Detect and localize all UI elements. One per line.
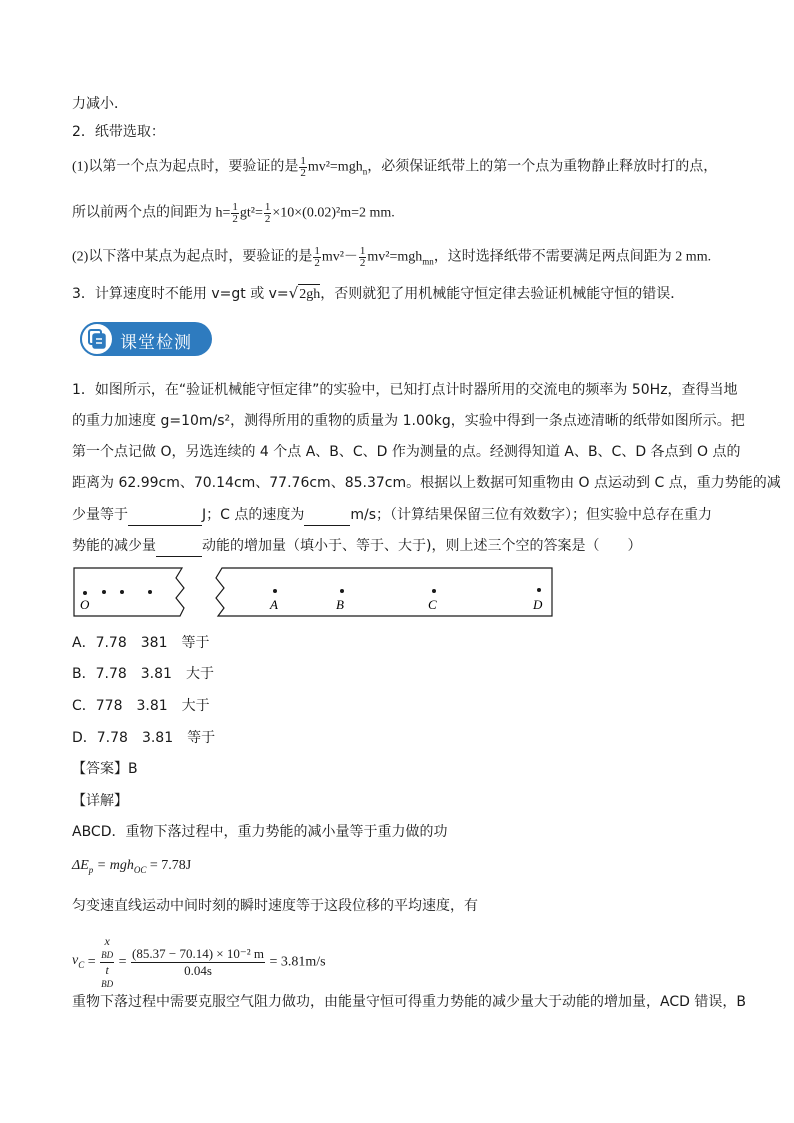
fraction: $\frac{1}{2}$ [264,201,271,225]
tape-dot [273,589,277,593]
text-line: 力减小． [72,96,128,112]
option-c: C．778 3.81 大于 [72,698,210,714]
tape-label-o: O [80,597,90,612]
detail-text: 重物下落过程中需要克服空气阻力做功，由能量守恒可得重力势能的减少量大于动能的增加量，ACD 错误，B [72,994,746,1010]
question-line: 1．如图所示，在“验证机械能守恒定律”的实验中，已知打点计时器所用的交流电的频率为 50Hz，查得当地 [72,382,738,398]
detail-text: 匀变速直线运动中间时刻的瞬时速度等于这段位移的平均速度，有 [72,898,478,914]
detail-title: 【详解】 [72,793,128,809]
fraction: $\frac{1}{2}$ [314,245,320,269]
tape-dot [537,588,541,592]
fraction: $\frac{1}{2}$ [232,201,238,225]
option-b: B．7.78 3.81 大于 [72,666,214,682]
question-line: 的重力加速度 g=10m/s²，测得所用的重物的质量为 1.00kg，实验中得到一条点迹清晰的纸带如图所示。把 [72,413,745,429]
item3: 3．计算速度时不能用 v=gt 或 v=√2gh，否则就犯了用机械能守恒定律去验证机械能守恒的错误． [72,283,684,305]
question-line: 距离为 62.99cm、70.14cm、77.76cm、85.37cm。根据以上数据可知重物由 O 点运动到 C 点，重力势能的减 [72,475,781,491]
fraction: $\frac{\text{(85.37 − 70.14) × 10⁻² m}}{0.04s}$ [132,946,264,978]
item2-p1: (1)以第一个点为起点时，要验证的是 $\frac{1}{2}$ mv²=mgh$_n$，必须保证纸带上的第一个点为重物静止释放时打的点， [72,155,718,179]
tape-dot [83,591,87,595]
banner-label: 课堂检测 [120,333,192,353]
item2-p1-cont: 所以前两个点的间距为 h= $\frac{1}{2}$ gt²= $\frac{1}{2}$ ×10×(0.02)²m=2 mm. [72,201,395,225]
paper-tape-diagram [72,566,556,618]
equation-velocity: $v_C$ = x BD t BD = $\frac{\text{(85.37 − 70.14) × 10⁻² m}}{0.04s}$ = 3.81m/s [72,934,326,989]
section-banner [80,322,212,356]
tape-label-c: C [428,597,437,612]
fraction: x BD t BD [101,934,114,989]
tape-dot [120,590,124,594]
tape-dot [340,589,344,593]
option-a: A．7.78 381 等于 [72,635,210,651]
detail-text: ABCD．重物下落过程中，重力势能的减小量等于重力做的功 [72,824,448,840]
item2-p2: (2)以下落中某点为起点时，要验证的是 $\frac{1}{2}$ mv²－ $\frac{1}{2}$ mv²=mgh$_{mn}$，这时选择纸带不需要满足两点间距为 2 mm. [72,245,712,269]
tape-label-b: B [336,597,344,612]
question-line: 势能的减少量 动能的增加量（填小于、等于、大于)，则上述三个空的答案是（ ） [72,536,641,557]
answer-blank [156,536,202,557]
equation-potential-energy: $\Delta E_p = mgh_{OC} = 7.78J$ [72,858,192,875]
question-line: 少量等于 J；C 点的速度为 m/s；（计算结果保留三位有效数字）；但实验中总存在重力 [72,505,712,526]
answer-blank [128,505,202,526]
answer: 【答案】B [72,761,138,777]
tape-label-d: D [533,597,543,612]
tape-dot [148,590,152,594]
option-d: D．7.78 3.81 等于 [72,730,216,746]
tape-dot [102,590,106,594]
tape-label-a: A [270,597,278,612]
document-stack-icon [80,322,114,356]
question-line: 第一个点记做 O，另选连续的 4 个点 A、B、C、D 作为测量的点。经测得知道 A、B、C、D 各点到 O 点的 [72,444,741,460]
fraction: $\frac{1}{2}$ [300,155,306,179]
fraction: $\frac{1}{2}$ [359,245,366,269]
item2-title: 2．纸带选取： [72,124,165,140]
answer-blank [304,505,350,526]
tape-dot [432,589,436,593]
